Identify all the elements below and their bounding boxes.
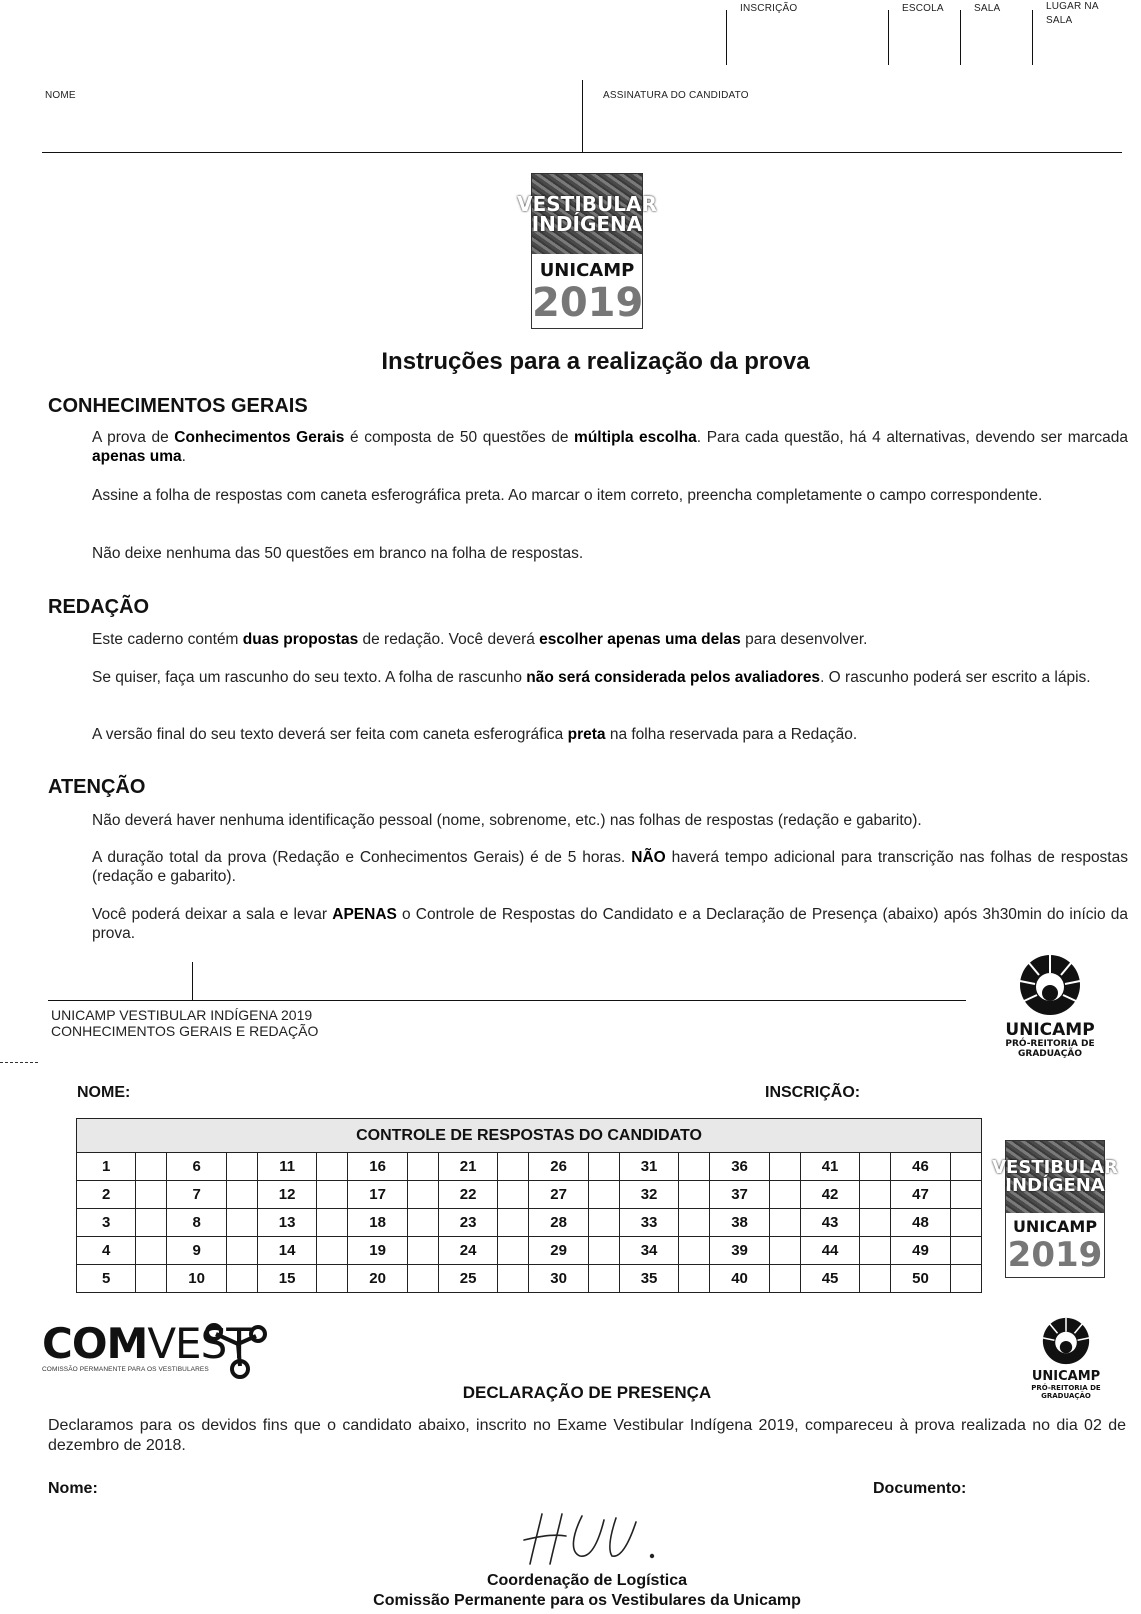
answer-box[interactable] <box>226 1153 257 1181</box>
vestibular-indigena-logo-small <box>992 1140 1118 1278</box>
answer-box[interactable] <box>679 1237 710 1265</box>
question-number: 17 <box>348 1181 407 1209</box>
answer-box[interactable] <box>679 1153 710 1181</box>
answer-box[interactable] <box>407 1237 438 1265</box>
question-number: 3 <box>77 1209 136 1237</box>
question-number: 2 <box>77 1181 136 1209</box>
unicamp-sub: PRÓ-REITORIA DE GRADUAÇÃO <box>1031 1384 1101 1400</box>
header-inscricao-label: INSCRIÇÃO <box>740 3 798 14</box>
question-number: 5 <box>77 1265 136 1293</box>
cut-line <box>0 1062 38 1063</box>
header-sala-label: SALA <box>974 3 1001 14</box>
answer-row <box>77 1237 982 1265</box>
question-number: 11 <box>257 1153 316 1181</box>
unicamp-emblem-icon <box>1039 1316 1093 1366</box>
stub-nome-label: NOME: <box>77 1084 131 1101</box>
unicamp-name: UNICAMP <box>1031 1369 1101 1384</box>
divider <box>192 962 193 1000</box>
comvest-network-icon <box>204 1322 268 1380</box>
answer-box[interactable] <box>950 1153 981 1181</box>
footer-tab-line1: UNICAMP VESTIBULAR INDÍGENA 2019 <box>51 1007 313 1023</box>
question-number: 48 <box>891 1209 950 1237</box>
logo-line1: VESTIBULAR <box>992 1157 1118 1178</box>
cg-paragraph-3: Não deixe nenhuma das 50 questões em branco na folha de respostas. <box>92 545 584 562</box>
answer-box[interactable] <box>317 1181 348 1209</box>
question-number: 40 <box>710 1265 769 1293</box>
unicamp-name: UNICAMP <box>1005 1020 1095 1040</box>
question-number: 8 <box>167 1209 226 1237</box>
answer-box[interactable] <box>407 1265 438 1293</box>
unicamp-logo <box>982 953 1118 1059</box>
question-number: 23 <box>438 1209 497 1237</box>
section-title-atencao: ATENÇÃO <box>48 776 146 798</box>
answer-row <box>77 1153 982 1181</box>
answer-box[interactable] <box>498 1181 529 1209</box>
answer-box[interactable] <box>679 1265 710 1293</box>
question-number: 34 <box>619 1237 678 1265</box>
declaracao-title: DECLARAÇÃO DE PRESENÇA <box>462 1383 712 1402</box>
question-number: 6 <box>167 1153 226 1181</box>
question-number: 7 <box>167 1181 226 1209</box>
question-number: 46 <box>891 1153 950 1181</box>
answer-box[interactable] <box>860 1153 891 1181</box>
logo-unicamp: UNICAMP <box>539 260 635 281</box>
answer-box[interactable] <box>950 1265 981 1293</box>
atencao-paragraph-3: Você poderá deixar a sala e levar APENAS o Controle de Respostas do Candidato e a Declaração de Presença (abaixo) após 3h30min do início da prova. <box>92 906 1129 942</box>
question-number: 9 <box>167 1237 226 1265</box>
page-title: Instruções para a realização da prova <box>381 348 810 375</box>
answer-box[interactable] <box>769 1153 800 1181</box>
question-number: 29 <box>529 1237 588 1265</box>
logo-year: 2019 <box>532 280 644 326</box>
question-number: 10 <box>167 1265 226 1293</box>
answer-box[interactable] <box>498 1237 529 1265</box>
question-number: 15 <box>257 1265 316 1293</box>
vestibular-indigena-logo <box>517 173 657 329</box>
declaracao-documento-label: Documento: <box>873 1480 967 1497</box>
question-number: 33 <box>619 1209 678 1237</box>
question-number: 47 <box>891 1181 950 1209</box>
controle-title: CONTROLE DE RESPOSTAS DO CANDIDATO <box>77 1119 982 1153</box>
signature-line-2: Comissão Permanente para os Vestibulares da Unicamp <box>373 1592 801 1609</box>
comvest-name-a: COM <box>42 1319 148 1368</box>
question-number: 12 <box>257 1181 316 1209</box>
comvest-sub: COMISSÃO PERMANENTE PARA OS VESTIBULARES <box>42 1366 209 1373</box>
question-number: 20 <box>348 1265 407 1293</box>
answer-box[interactable] <box>317 1265 348 1293</box>
question-number: 39 <box>710 1237 769 1265</box>
answer-box[interactable] <box>136 1237 167 1265</box>
redacao-paragraph-3: A versão final do seu texto deverá ser feita com caneta esferográfica preta na folha reservada para a Redação. <box>92 726 858 743</box>
answer-box[interactable] <box>679 1209 710 1237</box>
question-number: 18 <box>348 1209 407 1237</box>
logo-line2: INDÍGENA <box>531 212 643 236</box>
question-number: 21 <box>438 1153 497 1181</box>
question-number: 25 <box>438 1265 497 1293</box>
answer-box[interactable] <box>317 1153 348 1181</box>
comvest-logo <box>42 1319 272 1382</box>
question-number: 31 <box>619 1153 678 1181</box>
answer-box[interactable] <box>407 1181 438 1209</box>
answer-box[interactable] <box>588 1237 619 1265</box>
answer-box[interactable] <box>136 1181 167 1209</box>
question-number: 38 <box>710 1209 769 1237</box>
header-escola-label: ESCOLA <box>902 3 944 14</box>
signature <box>520 1506 670 1570</box>
answer-box[interactable] <box>950 1209 981 1237</box>
question-number: 43 <box>800 1209 859 1237</box>
question-number: 24 <box>438 1237 497 1265</box>
answer-box[interactable] <box>950 1181 981 1209</box>
cg-paragraph-1: A prova de Conhecimentos Gerais é composta de 50 questões de múltipla escolha. Para cada questão, há 4 alternativas, devendo ser marcada apenas uma. <box>92 429 1129 465</box>
divider <box>1032 10 1033 65</box>
answer-box[interactable] <box>407 1153 438 1181</box>
answer-box[interactable] <box>498 1265 529 1293</box>
question-number: 27 <box>529 1181 588 1209</box>
question-number: 32 <box>619 1181 678 1209</box>
divider <box>960 10 961 65</box>
footer-tab-line2: CONHECIMENTOS GERAIS E REDAÇÃO <box>51 1023 319 1039</box>
answer-box[interactable] <box>226 1265 257 1293</box>
answer-box[interactable] <box>769 1265 800 1293</box>
answer-box[interactable] <box>226 1209 257 1237</box>
question-number: 22 <box>438 1181 497 1209</box>
declaracao-text: Declaramos para os devidos fins que o candidato abaixo, inscrito no Exame Vestibular Indígena 2019, compareceu à prova realizada no dia 02 de dezembro de 2018. <box>48 1417 1126 1454</box>
redacao-paragraph-1: Este caderno contém duas propostas de redação. Você deverá escolher apenas uma delas para desenvolver. <box>92 631 868 648</box>
question-number: 49 <box>891 1237 950 1265</box>
answer-box[interactable] <box>136 1209 167 1237</box>
atencao-paragraph-2: A duração total da prova (Redação e Conhecimentos Gerais) é de 5 horas. NÃO haverá tempo adicional para transcrição nas folhas de respostas (redação e gabarito). <box>92 849 1128 885</box>
question-number: 4 <box>77 1237 136 1265</box>
answer-box[interactable] <box>226 1181 257 1209</box>
answer-box[interactable] <box>588 1153 619 1181</box>
answer-box[interactable] <box>407 1209 438 1237</box>
answer-box[interactable] <box>860 1181 891 1209</box>
logo-line2: INDÍGENA <box>1005 1175 1105 1196</box>
question-number: 45 <box>800 1265 859 1293</box>
question-number: 26 <box>529 1153 588 1181</box>
answer-box[interactable] <box>588 1209 619 1237</box>
question-number: 28 <box>529 1209 588 1237</box>
cg-paragraph-2: Assine a folha de respostas com caneta esferográfica preta. Ao marcar o item correto, preencha completamente o campo correspondente. <box>92 487 1043 504</box>
header-lugar-label: LUGAR NA SALA <box>1046 1 1099 26</box>
answer-box[interactable] <box>588 1265 619 1293</box>
section-title-cg: CONHECIMENTOS GERAIS <box>48 395 308 417</box>
atencao-paragraph-1: Não deverá haver nenhuma identificação pessoal (nome, sobrenome, etc.) nas folhas de respostas (redação e gabarito). <box>92 812 922 829</box>
question-number: 13 <box>257 1209 316 1237</box>
answer-box[interactable] <box>860 1265 891 1293</box>
answer-box[interactable] <box>588 1181 619 1209</box>
header-nome-label: NOME <box>45 90 76 101</box>
stub-inscricao-label: INSCRIÇÃO: <box>765 1084 861 1101</box>
question-number: 36 <box>710 1153 769 1181</box>
answer-box[interactable] <box>136 1153 167 1181</box>
comvest-name-b: VEST <box>147 1319 251 1368</box>
question-number: 50 <box>891 1265 950 1293</box>
logo-unicamp: UNICAMP <box>1012 1217 1098 1236</box>
footer-tab-text <box>51 1007 318 1039</box>
question-number: 19 <box>348 1237 407 1265</box>
question-number: 1 <box>77 1153 136 1181</box>
divider <box>726 10 727 65</box>
answer-row <box>77 1181 982 1209</box>
section-title-redacao: REDAÇÃO <box>48 596 150 618</box>
declaracao-nome-label: Nome: <box>48 1480 98 1497</box>
answer-box[interactable] <box>769 1181 800 1209</box>
unicamp-sub: PRÓ-REITORIA DE GRADUAÇÃO <box>1005 1039 1095 1059</box>
divider <box>582 80 583 152</box>
answer-box[interactable] <box>860 1237 891 1265</box>
redacao-paragraph-2: Se quiser, faça um rascunho do seu texto. A folha de rascunho não será considerada pelos avaliadores. O rascunho poderá ser escrito a lápis. <box>92 669 1091 686</box>
answer-box[interactable] <box>226 1237 257 1265</box>
answer-box[interactable] <box>860 1209 891 1237</box>
question-number: 41 <box>800 1153 859 1181</box>
answer-box[interactable] <box>317 1237 348 1265</box>
question-number: 30 <box>529 1265 588 1293</box>
question-number: 14 <box>257 1237 316 1265</box>
logo-line1: VESTIBULAR <box>517 192 657 216</box>
unicamp-emblem-icon <box>1015 953 1085 1017</box>
footer-rule <box>48 1000 966 1001</box>
answer-row <box>77 1265 982 1293</box>
answer-box[interactable] <box>769 1237 800 1265</box>
question-number: 16 <box>348 1153 407 1181</box>
divider <box>888 10 889 65</box>
question-number: 37 <box>710 1181 769 1209</box>
controle-respostas-table <box>76 1118 982 1293</box>
header-assinatura-label: ASSINATURA DO CANDIDATO <box>603 90 749 101</box>
signature-line-1: Coordenação de Logística <box>486 1572 688 1589</box>
answer-row <box>77 1209 982 1237</box>
answer-box[interactable] <box>950 1237 981 1265</box>
answer-box[interactable] <box>769 1209 800 1237</box>
question-number: 44 <box>800 1237 859 1265</box>
logo-year: 2019 <box>1007 1235 1103 1275</box>
answer-box[interactable] <box>317 1209 348 1237</box>
answer-box[interactable] <box>679 1181 710 1209</box>
answer-box[interactable] <box>498 1153 529 1181</box>
header-rule <box>42 152 1122 153</box>
question-number: 35 <box>619 1265 678 1293</box>
answer-box[interactable] <box>498 1209 529 1237</box>
question-number: 42 <box>800 1181 859 1209</box>
answer-box[interactable] <box>136 1265 167 1293</box>
